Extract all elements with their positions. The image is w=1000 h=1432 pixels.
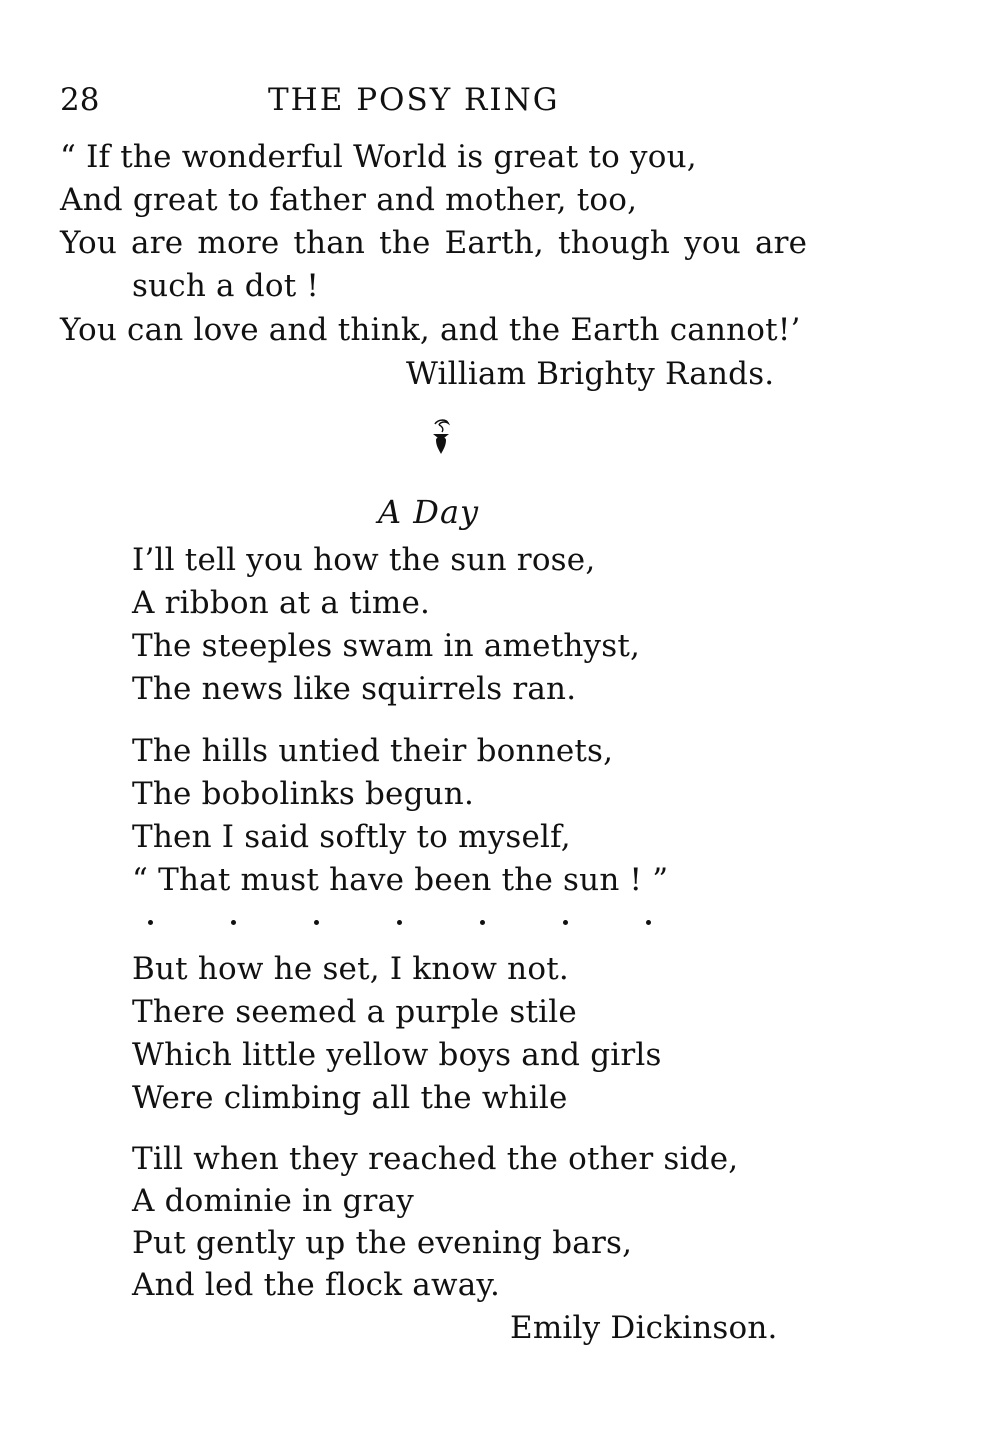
stanza2-line: The bobolinks begun. — [132, 776, 475, 812]
stanza1-line: A ribbon at a time. — [132, 585, 431, 621]
ellipsis-dot — [148, 920, 153, 925]
stanza4-line: Till when they reached the other side, — [132, 1141, 739, 1177]
poem1-line: such a dot ! — [132, 268, 320, 304]
poem2-author: Emily Dickinson. — [510, 1310, 778, 1346]
ellipsis-dot — [646, 920, 651, 925]
stanza1-line: The news like squirrels ran. — [132, 671, 577, 707]
stanza4-line: Put gently up the evening bars, — [132, 1225, 633, 1261]
stanza1-line: I’ll tell you how the sun rose, — [132, 542, 596, 578]
stanza2-line: The hills untied their bonnets, — [132, 733, 614, 769]
stanza4-line: And led the flock away. — [132, 1267, 501, 1303]
flower-ornament-icon — [426, 416, 456, 460]
stanza1-line: The steeples swam in amethyst, — [132, 628, 641, 664]
ellipsis-dot — [231, 920, 236, 925]
stanza3-line: There seemed a purple stile — [132, 994, 577, 1030]
stanza4-line: A dominie in gray — [132, 1183, 414, 1219]
page-number: 28 — [60, 82, 100, 118]
ellipsis-break — [140, 912, 760, 932]
poem1-line: You are more than the Earth, though you are — [60, 225, 808, 261]
poem1-line: You can love and think, and the Earth cannot!’ — [60, 312, 801, 348]
ellipsis-dot — [314, 920, 319, 925]
ellipsis-dot — [397, 920, 402, 925]
poem1-author: William Brighty Rands. — [406, 356, 775, 392]
stanza2-line: Then I said softly to myself, — [132, 819, 571, 855]
stanza2-line: “ That must have been the sun ! ” — [132, 862, 669, 898]
stanza3-line: But how he set, I know not. — [132, 951, 569, 987]
ellipsis-dot — [563, 920, 568, 925]
poem-title: A Day — [378, 493, 480, 531]
stanza3-line: Which little yellow boys and girls — [132, 1037, 662, 1073]
poem1-line: “ If the wonderful World is great to you, — [60, 139, 697, 175]
stanza3-line: Were climbing all the while — [132, 1080, 568, 1116]
ellipsis-dot — [480, 920, 485, 925]
poem1-line: And great to father and mother, too, — [60, 182, 638, 218]
running-title: THE POSY RING — [268, 82, 560, 118]
